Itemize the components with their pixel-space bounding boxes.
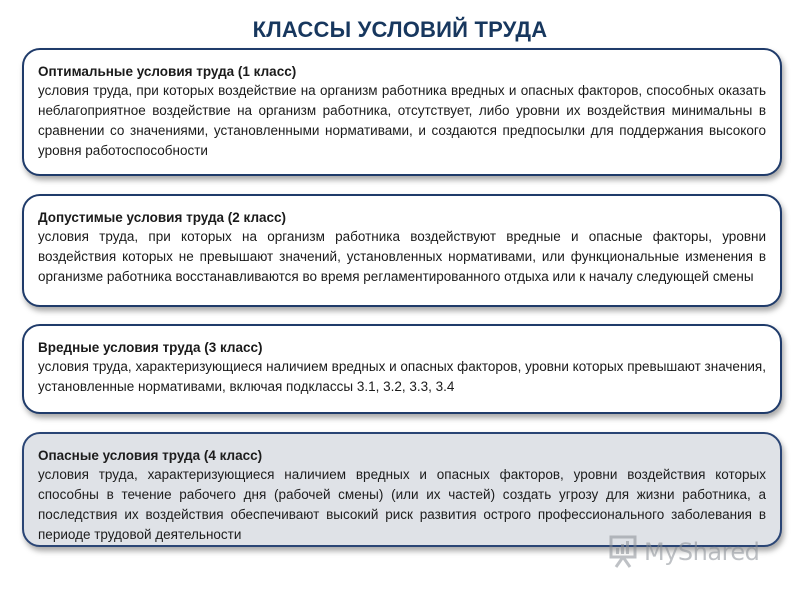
card-text: условия труда, характеризующиеся наличием вредных и опасных факторов, уровни воздействия которых способны в течение рабочего дня (рабочей смены) (или их частей) создать угрозу для жизни работника, а последствия их воздействия обеспечивают высокий риск развития острого профессионального заболевания в периоде трудовой деятельности	[38, 467, 766, 542]
presentation-board-icon	[608, 535, 638, 569]
class-card-optimal	[22, 48, 782, 176]
watermark-text: MyShared	[644, 538, 760, 566]
page-title: КЛАССЫ УСЛОВИЙ ТРУДА	[252, 17, 548, 42]
class-card-acceptable	[22, 194, 782, 307]
class-card-harmful	[22, 324, 782, 414]
card-title: Допустимые условия труда (2 класс)	[38, 210, 287, 225]
card-text: условия труда, при которых воздействие на организм работника вредных и опасных факторов, способных оказать неблагоприятное воздействие на организм работника, отсутствует, либо уровни их воздействия минимальны в сравнении со значениями, установленными нормативами, и создаются предпосылки для поддержания высокого уровня работоспособности	[38, 83, 766, 158]
class-card-dangerous	[22, 432, 782, 547]
card-title: Вредные условия труда (3 класс)	[38, 340, 263, 355]
card-title: Оптимальные условия труда (1 класс)	[38, 64, 297, 79]
card-text: условия труда, характеризующиеся наличием вредных и опасных факторов, уровни которых превышают значения, установленные нормативами, включая подклассы 3.1, 3.2, 3.3, 3.4	[38, 359, 766, 394]
watermark	[608, 534, 759, 570]
card-title: Опасные условия труда (4 класс)	[38, 448, 263, 463]
card-text: условия труда, при которых на организм работника воздействуют вредные и опасные факторы, уровни воздействия которых не превышают значений, установленных нормативами, или функциональные изменения в организме работника восстанавливаются во время регламентированного отдыха или к началу следующей смены	[38, 229, 766, 284]
